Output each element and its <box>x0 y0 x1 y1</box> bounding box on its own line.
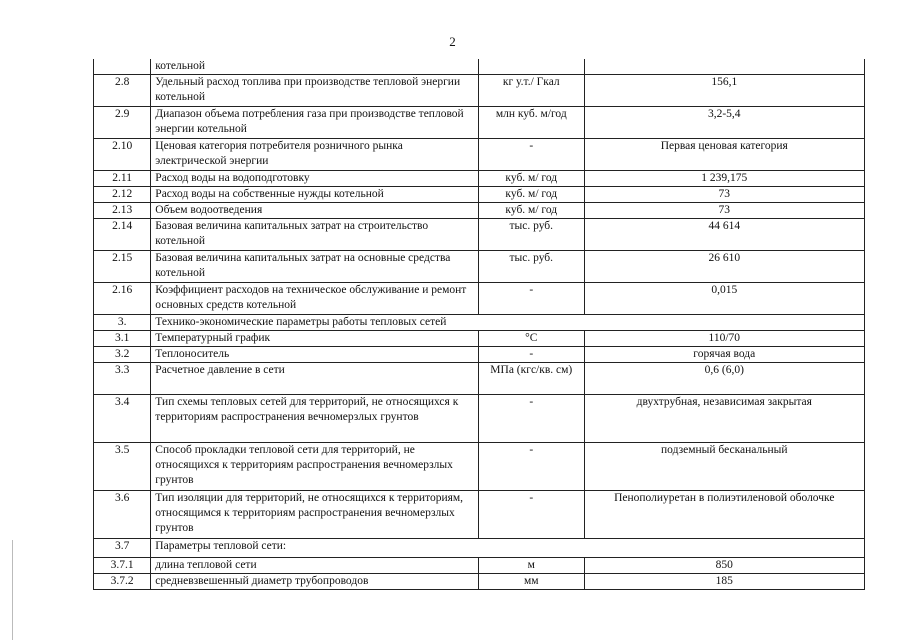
parameter-name: Расход воды на собственные нужды котельной <box>151 187 479 203</box>
row-number: 3.7 <box>94 539 151 558</box>
value-cell: 73 <box>584 187 864 203</box>
parameter-name: Базовая величина капитальных затрат на строительство котельной <box>151 219 479 251</box>
unit-cell: - <box>478 395 584 443</box>
value-cell <box>584 59 864 75</box>
value-cell: 3,2-5,4 <box>584 107 864 139</box>
row-number: 2.10 <box>94 139 151 171</box>
table-row <box>94 347 865 363</box>
table-row <box>94 443 865 491</box>
unit-cell: тыс. руб. <box>478 251 584 283</box>
parameter-name: Тип изоляции для территорий, не относящихся к территориям, относящимся к территориям распространения вечномерзлых грунтов <box>151 491 479 539</box>
unit-cell: - <box>478 139 584 171</box>
table-row <box>94 219 865 251</box>
unit-cell: МПа (кгс/кв. см) <box>478 363 584 395</box>
value-cell: горячая вода <box>584 347 864 363</box>
unit-cell: куб. м/ год <box>478 203 584 219</box>
row-number: 3.2 <box>94 347 151 363</box>
row-number: 2.8 <box>94 75 151 107</box>
parameter-name: Ценовая категория потребителя розничного рынка электрической энергии <box>151 139 479 171</box>
unit-cell: куб. м/ год <box>478 171 584 187</box>
row-number <box>94 59 151 75</box>
parameter-name: Коэффициент расходов на техническое обслуживание и ремонт основных средств котельной <box>151 283 479 315</box>
row-number: 2.12 <box>94 187 151 203</box>
row-number: 2.11 <box>94 171 151 187</box>
parameter-name: Базовая величина капитальных затрат на основные средства котельной <box>151 251 479 283</box>
table-row <box>94 251 865 283</box>
value-cell: 73 <box>584 203 864 219</box>
parameter-name: Расход воды на водоподготовку <box>151 171 479 187</box>
value-cell: подземный бесканальный <box>584 443 864 491</box>
parameter-name: длина тепловой сети <box>151 558 479 574</box>
section-title: Параметры тепловой сети: <box>151 539 865 558</box>
row-number: 2.9 <box>94 107 151 139</box>
parameter-name: Способ прокладки тепловой сети для территорий, не относящихся к территориям распространения вечномерзлых грунтов <box>151 443 479 491</box>
value-cell: 0,6 (6,0) <box>584 363 864 395</box>
table-row <box>94 574 865 590</box>
parameter-name: котельной <box>151 59 479 75</box>
table-row <box>94 59 865 75</box>
unit-cell: - <box>478 491 584 539</box>
table-row <box>94 187 865 203</box>
unit-cell: - <box>478 443 584 491</box>
row-number: 2.16 <box>94 283 151 315</box>
unit-cell: млн куб. м/год <box>478 107 584 139</box>
value-cell: двухтрубная, независимая закрытая <box>584 395 864 443</box>
parameter-name: Объем водоотведения <box>151 203 479 219</box>
table-row <box>94 363 865 395</box>
value-cell: 44 614 <box>584 219 864 251</box>
table-row <box>94 203 865 219</box>
parameter-name: Тип схемы тепловых сетей для территорий, не относящихся к территориям распространения вечномерзлых грунтов <box>151 395 479 443</box>
unit-cell: кг у.т./ Гкал <box>478 75 584 107</box>
table-row <box>94 107 865 139</box>
table-row <box>94 75 865 107</box>
table-row <box>94 539 865 558</box>
table-row <box>94 331 865 347</box>
row-number: 2.13 <box>94 203 151 219</box>
value-cell: 1 239,175 <box>584 171 864 187</box>
parameters-table <box>93 59 865 590</box>
table-row <box>94 395 865 443</box>
row-number: 3.7.1 <box>94 558 151 574</box>
unit-cell: - <box>478 283 584 315</box>
unit-cell: - <box>478 347 584 363</box>
table-row <box>94 283 865 315</box>
parameter-name: Расчетное давление в сети <box>151 363 479 395</box>
value-cell: 26 610 <box>584 251 864 283</box>
margin-line <box>12 540 13 640</box>
table-row <box>94 315 865 331</box>
page-number: 2 <box>449 34 456 49</box>
row-number: 3.1 <box>94 331 151 347</box>
parameter-name: Удельный расход топлива при производстве тепловой энергии котельной <box>151 75 479 107</box>
value-cell: Первая ценовая категория <box>584 139 864 171</box>
unit-cell: м <box>478 558 584 574</box>
row-number: 3. <box>94 315 151 331</box>
value-cell: 850 <box>584 558 864 574</box>
section-title: Технико-экономические параметры работы тепловых сетей <box>151 315 865 331</box>
unit-cell: мм <box>478 574 584 590</box>
row-number: 3.4 <box>94 395 151 443</box>
value-cell: 185 <box>584 574 864 590</box>
parameter-name: Диапазон объема потребления газа при производстве тепловой энергии котельной <box>151 107 479 139</box>
unit-cell: тыс. руб. <box>478 219 584 251</box>
row-number: 2.15 <box>94 251 151 283</box>
table-row <box>94 171 865 187</box>
parameters-table-body <box>94 59 865 590</box>
value-cell: 0,015 <box>584 283 864 315</box>
row-number: 3.3 <box>94 363 151 395</box>
row-number: 2.14 <box>94 219 151 251</box>
parameter-name: средневзвешенный диаметр трубопроводов <box>151 574 479 590</box>
unit-cell: °С <box>478 331 584 347</box>
unit-cell: куб. м/ год <box>478 187 584 203</box>
value-cell: 156,1 <box>584 75 864 107</box>
value-cell: 110/70 <box>584 331 864 347</box>
row-number: 3.7.2 <box>94 574 151 590</box>
row-number: 3.6 <box>94 491 151 539</box>
unit-cell <box>478 59 584 75</box>
table-row <box>94 491 865 539</box>
row-number: 3.5 <box>94 443 151 491</box>
table-row <box>94 558 865 574</box>
value-cell: Пенополиуретан в полиэтиленовой оболочке <box>584 491 864 539</box>
parameter-name: Температурный график <box>151 331 479 347</box>
parameter-name: Теплоноситель <box>151 347 479 363</box>
table-row <box>94 139 865 171</box>
